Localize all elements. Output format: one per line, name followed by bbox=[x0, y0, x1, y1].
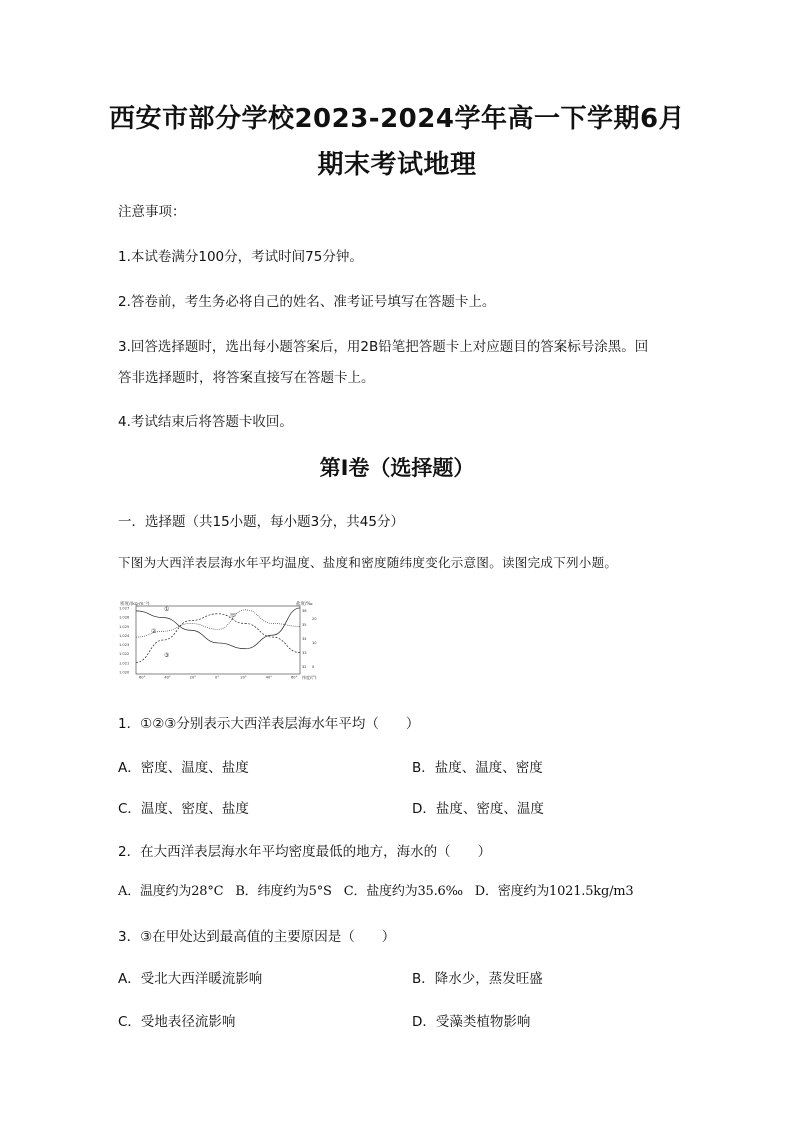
left-tick-label: 1.025 bbox=[119, 624, 130, 629]
q1-option-d[interactable]: D．盐度、密度、温度 bbox=[412, 801, 544, 817]
q2-option-d[interactable]: D．密度约为1021.5kg/m3 bbox=[474, 884, 634, 899]
q2-option-c[interactable]: C．盐度约为35.6‰ bbox=[343, 884, 463, 899]
q2-option-b[interactable]: B．纬度约为5°S bbox=[235, 884, 332, 899]
temp-tick-label: 20 bbox=[312, 617, 317, 621]
exam-title-line2: 期末考试地理 bbox=[317, 150, 477, 180]
series-line-2 bbox=[136, 614, 300, 663]
note-item-3-cont: 答非选择题时，将答案直接写在答题卡上。 bbox=[118, 370, 375, 386]
annotation-3: ③ bbox=[164, 652, 170, 659]
note-item-2: 2.答卷前，考生务必将自己的姓名、准考证号填写在答题卡上。 bbox=[118, 294, 496, 310]
temp-tick-label: 10 bbox=[312, 641, 317, 645]
q1-option-a[interactable]: A．密度、温度、盐度 bbox=[118, 760, 249, 776]
q3-option-c[interactable]: C．受地表径流影响 bbox=[118, 1014, 236, 1030]
note-item-3: 3.回答选择题时，选出每小题答案后，用2B铅笔把答题卡上对应题目的答案标号涂黑。回 bbox=[118, 339, 649, 355]
note-item-1: 1.本试卷满分100分，考试时间75分钟。 bbox=[118, 249, 363, 265]
part-heading: 一．选择题（共15小题，每小题3分，共45分） bbox=[118, 514, 404, 530]
right-tick-label: 32 bbox=[302, 665, 307, 669]
x-tick-label: 60° bbox=[139, 675, 146, 680]
annotation-1: ① bbox=[164, 606, 170, 613]
question-2-stem: 2．在大西洋表层海水年平均密度最低的地方，海水的（ ） bbox=[118, 844, 492, 860]
notes-heading: 注意事项： bbox=[118, 204, 186, 220]
q3-option-d[interactable]: D．受藻类植物影响 bbox=[412, 1014, 531, 1030]
left-tick-label: 1.021 bbox=[119, 661, 130, 666]
x-axis-label: 纬度/(°) bbox=[302, 675, 317, 680]
x-tick-label: 40° bbox=[265, 675, 273, 680]
x-tick-label: 20° bbox=[240, 675, 247, 680]
q2-options-row bbox=[118, 880, 641, 899]
exam-title-line1: 西安市部分学校2023-2024学年高一下学期6月 bbox=[108, 104, 686, 134]
note-item-4: 4.考试结束后将答题卡收回。 bbox=[118, 414, 293, 430]
annotation-jia: 甲 bbox=[230, 613, 237, 620]
series-line-3 bbox=[136, 610, 300, 637]
q1-option-b[interactable]: B．盐度、温度、密度 bbox=[412, 760, 543, 776]
q1-option-c[interactable]: C．温度、密度、盐度 bbox=[118, 801, 249, 817]
x-tick-label: 20° bbox=[189, 675, 197, 680]
x-tick-label: 60° bbox=[291, 675, 298, 680]
q3-option-a[interactable]: A．受北大西洋暖流影响 bbox=[118, 971, 263, 987]
x-tick-label: 40° bbox=[164, 675, 171, 680]
left-tick-label: 1.027 bbox=[119, 606, 130, 611]
section-title: 第Ⅰ卷（选择题） bbox=[319, 456, 475, 480]
chart-frame bbox=[136, 606, 300, 674]
question-1-stem: 1．①②③分别表示大西洋表层海水年平均（ ） bbox=[118, 716, 420, 732]
right-axis-label: 盐度/‰ bbox=[296, 602, 313, 607]
right-tick-label: 35 bbox=[302, 623, 307, 627]
left-tick-label: 1.023 bbox=[119, 643, 130, 648]
annotation-2: ② bbox=[151, 628, 157, 635]
question-3-stem: 3．③在甲处达到最高值的主要原因是（ ） bbox=[118, 929, 396, 945]
left-tick-label: 1.026 bbox=[119, 615, 130, 620]
right-tick-label: 34 bbox=[302, 637, 307, 641]
left-tick-label: 1.020 bbox=[119, 670, 130, 675]
right-tick-label: 36 bbox=[302, 609, 307, 613]
q3-option-b[interactable]: B．降水少，蒸发旺盛 bbox=[412, 971, 543, 987]
left-tick-label: 1.024 bbox=[119, 633, 130, 638]
temp-tick-label: 0 bbox=[312, 665, 315, 669]
question-intro: 下图为大西洋表层海水年平均温度、盐度和密度随纬度变化示意图。读图完成下列小题。 bbox=[118, 555, 618, 570]
right-tick-label: 33 bbox=[302, 651, 307, 655]
ocean-chart bbox=[118, 600, 324, 680]
x-tick-label: 0° bbox=[215, 675, 220, 680]
left-axis-label: 密度/(kg·m⁻³) bbox=[120, 602, 150, 607]
series-line-1 bbox=[136, 608, 300, 649]
q2-option-a[interactable]: A．温度约为28°C bbox=[118, 884, 224, 899]
left-tick-label: 1.022 bbox=[119, 652, 130, 657]
